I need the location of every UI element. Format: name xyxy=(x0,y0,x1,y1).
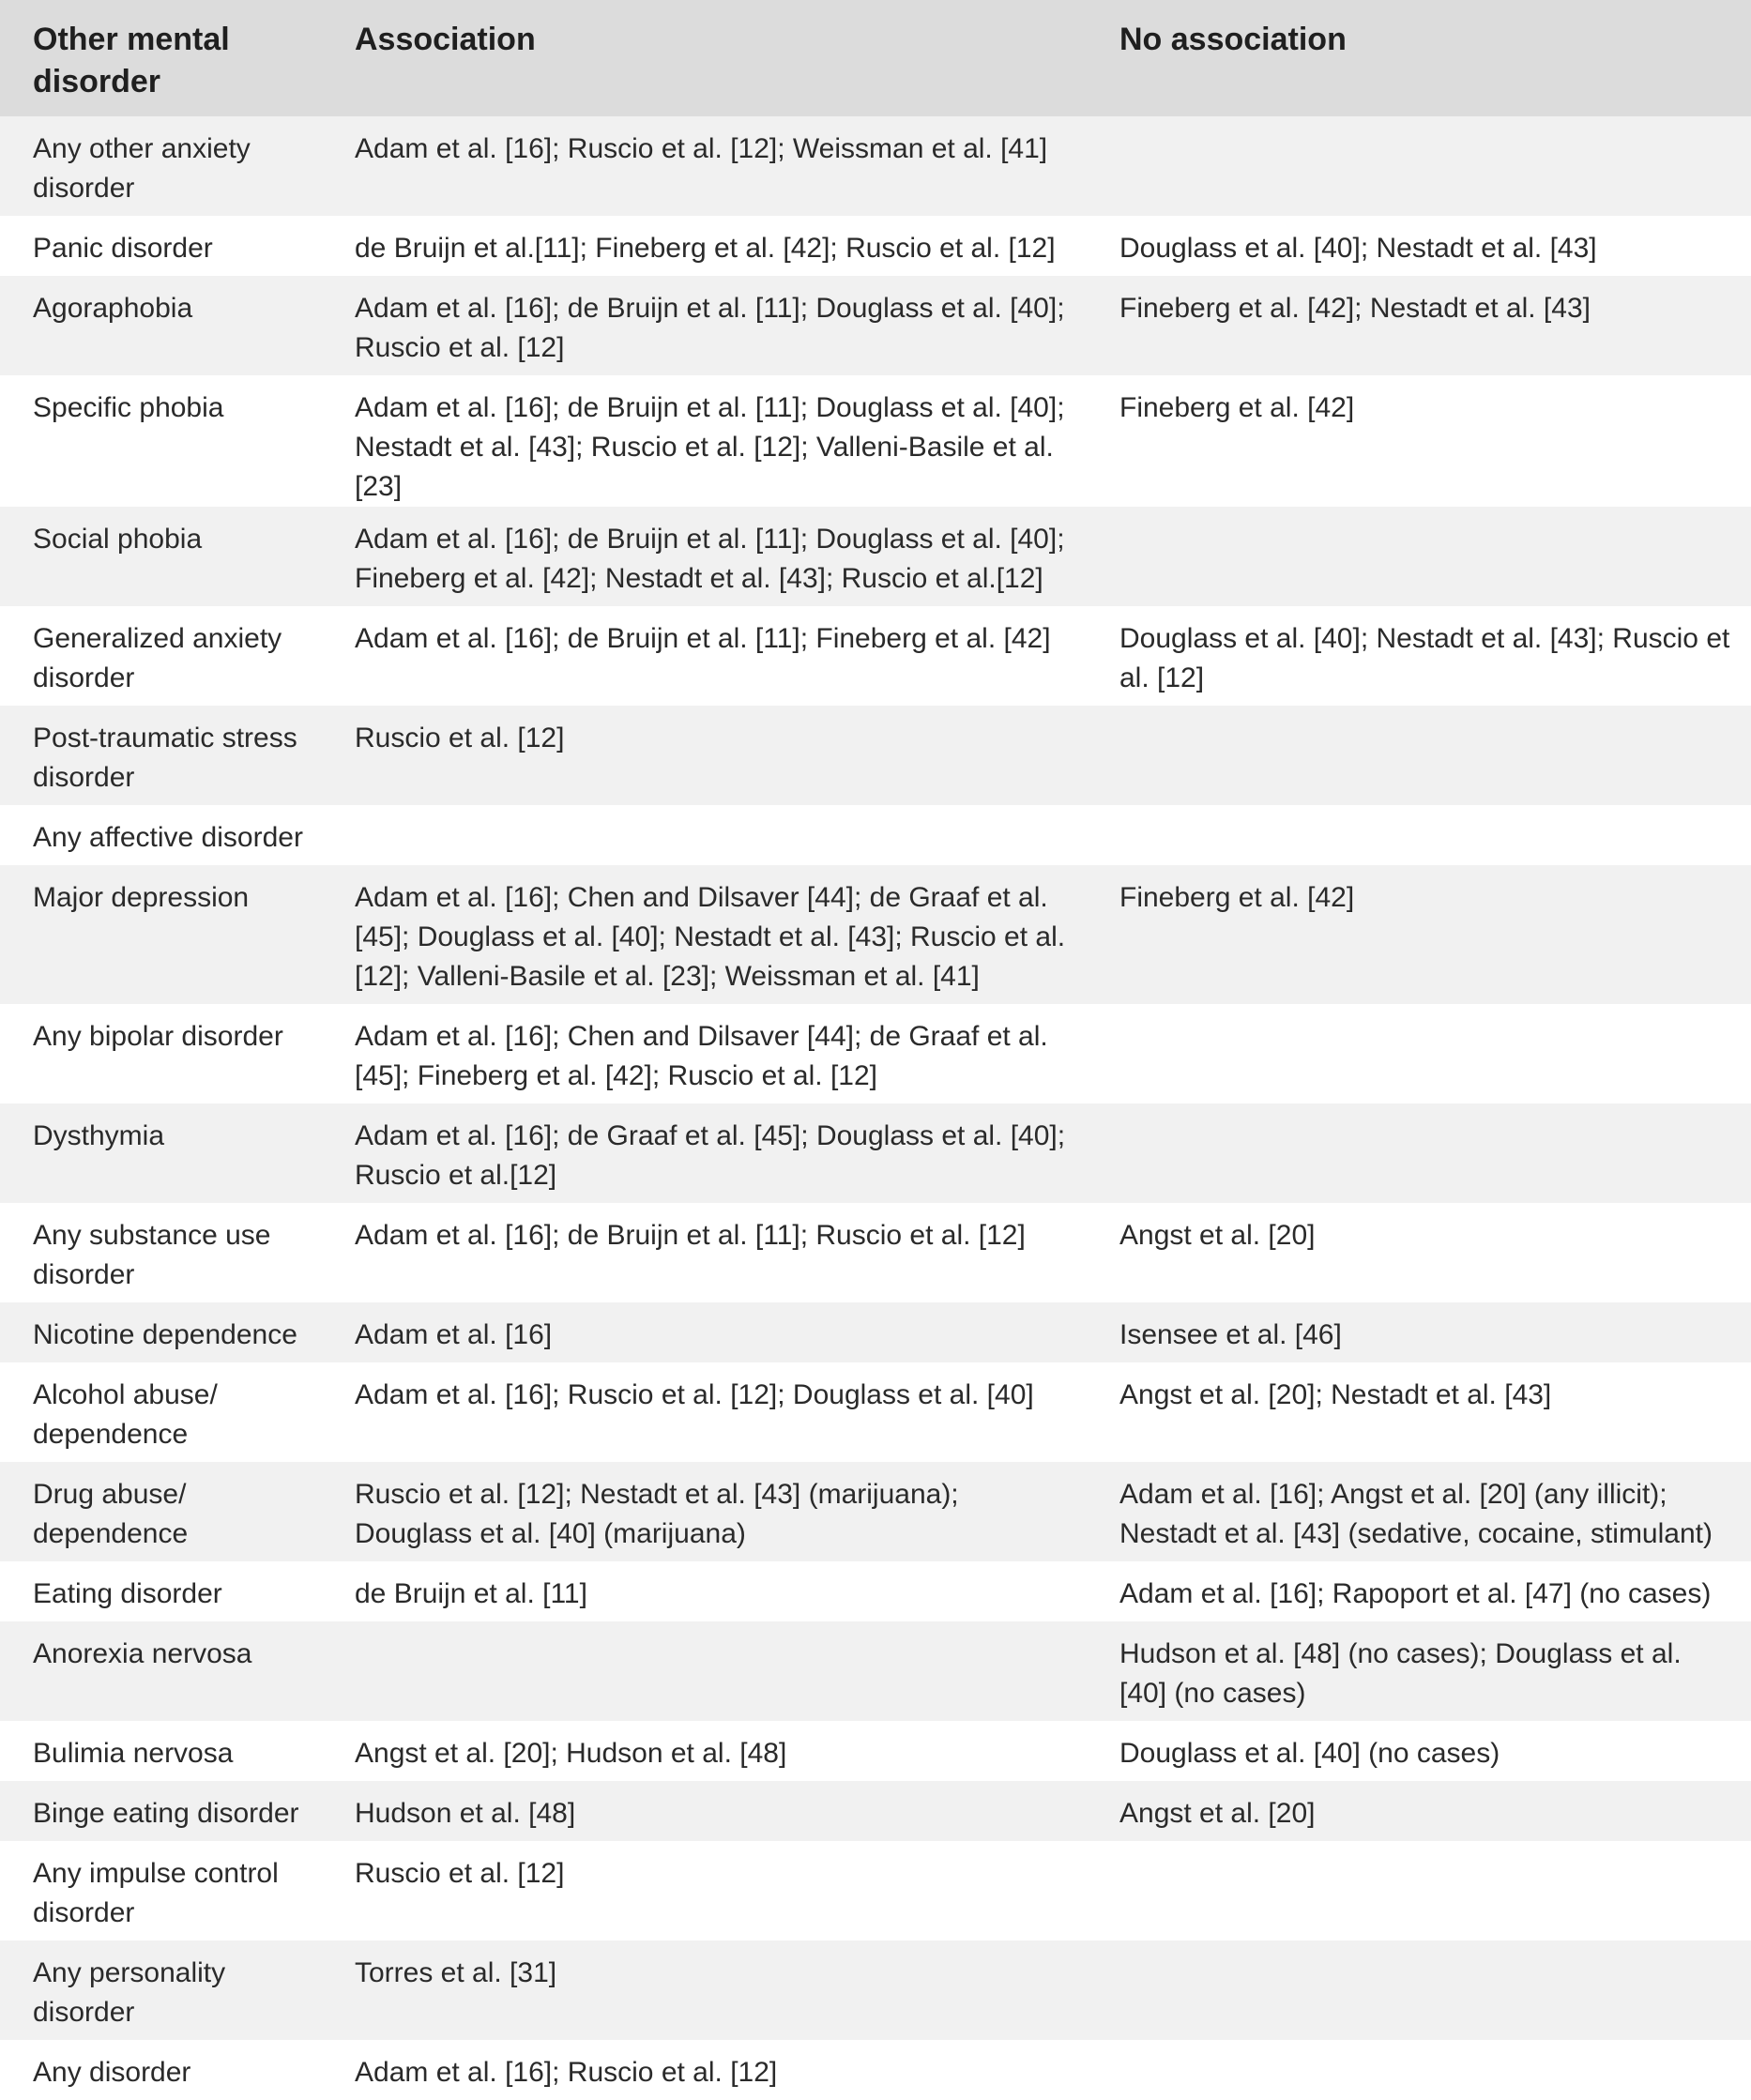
disorder-cell: Dysthymia xyxy=(0,1103,322,1203)
disorder-cell: Any impulse control disorder xyxy=(0,1841,322,1940)
association-cell: Adam et al. [16]; Ruscio et al. [12] xyxy=(322,2040,1087,2100)
association-cell: Adam et al. [16]; Ruscio et al. [12]; Douglass et al. [40] xyxy=(322,1362,1087,1462)
no-association-cell: Angst et al. [20] xyxy=(1087,1203,1751,1302)
table-row xyxy=(0,706,1751,805)
disorder-cell: Binge eating disorder xyxy=(0,1781,322,1841)
no-association-cell: Fineberg et al. [42] xyxy=(1087,375,1751,507)
disorder-cell: Generalized anxiety disorder xyxy=(0,606,322,706)
disorder-cell: Any other anxiety disorder xyxy=(0,116,322,216)
association-cell: Torres et al. [31] xyxy=(322,1940,1087,2040)
disorder-cell: Nicotine dependence xyxy=(0,1302,322,1362)
no-association-cell xyxy=(1087,116,1751,216)
no-association-cell: Angst et al. [20] xyxy=(1087,1781,1751,1841)
table-row xyxy=(0,1103,1751,1203)
disorder-cell: Social phobia xyxy=(0,507,322,606)
no-association-cell: Angst et al. [20]; Nestadt et al. [43] xyxy=(1087,1362,1751,1462)
disorder-cell: Anorexia nervosa xyxy=(0,1621,322,1721)
table-row xyxy=(0,1561,1751,1621)
association-cell: Adam et al. [16]; Ruscio et al. [12]; Weissman et al. [41] xyxy=(322,116,1087,216)
no-association-cell xyxy=(1087,507,1751,606)
association-cell: Adam et al. [16]; de Bruijn et al. [11]; Ruscio et al. [12] xyxy=(322,1203,1087,1302)
no-association-cell: Douglass et al. [40]; Nestadt et al. [43]; Ruscio et al. [12] xyxy=(1087,606,1751,706)
no-association-cell: Douglass et al. [40] (no cases) xyxy=(1087,1721,1751,1781)
association-cell: Adam et al. [16]; de Bruijn et al. [11]; Douglass et al. [40]; Fineberg et al. [42]; Nestadt et al. [43]; Ruscio et al.[12] xyxy=(322,507,1087,606)
association-cell: Angst et al. [20]; Hudson et al. [48] xyxy=(322,1721,1087,1781)
table-row xyxy=(0,606,1751,706)
association-cell: Ruscio et al. [12]; Nestadt et al. [43] (marijuana); Douglass et al. [40] (marijuana) xyxy=(322,1462,1087,1561)
table-row xyxy=(0,116,1751,216)
disorder-cell: Eating disorder xyxy=(0,1561,322,1621)
disorder-cell: Any bipolar disorder xyxy=(0,1004,322,1103)
association-cell xyxy=(322,805,1087,865)
table-row xyxy=(0,2040,1751,2100)
disorder-cell: Agoraphobia xyxy=(0,276,322,375)
header-other-mental-disorder: Other mental disorder xyxy=(0,0,322,116)
table-row xyxy=(0,1362,1751,1462)
association-cell: Adam et al. [16] xyxy=(322,1302,1087,1362)
table-row xyxy=(0,1940,1751,2040)
table-row xyxy=(0,375,1751,507)
disorder-cell: Any personality disorder xyxy=(0,1940,322,2040)
no-association-cell xyxy=(1087,2040,1751,2100)
disorder-cell: Bulimia nervosa xyxy=(0,1721,322,1781)
disorder-cell: Alcohol abuse/ dependence xyxy=(0,1362,322,1462)
no-association-cell: Adam et al. [16]; Rapoport et al. [47] (no cases) xyxy=(1087,1561,1751,1621)
association-cell: de Bruijn et al.[11]; Fineberg et al. [42]; Ruscio et al. [12] xyxy=(322,216,1087,276)
no-association-cell: Hudson et al. [48] (no cases); Douglass et al. [40] (no cases) xyxy=(1087,1621,1751,1721)
association-cell: Adam et al. [16]; Chen and Dilsaver [44]; de Graaf et al. [45]; Fineberg et al. [42]; Ruscio et al. [12] xyxy=(322,1004,1087,1103)
disorder-cell: Any substance use disorder xyxy=(0,1203,322,1302)
disorder-cell: Any disorder xyxy=(0,2040,322,2100)
disorder-cell: Drug abuse/ dependence xyxy=(0,1462,322,1561)
association-cell: de Bruijn et al. [11] xyxy=(322,1561,1087,1621)
no-association-cell: Fineberg et al. [42] xyxy=(1087,865,1751,1004)
association-cell: Adam et al. [16]; de Bruijn et al. [11]; Douglass et al. [40]; Ruscio et al. [12] xyxy=(322,276,1087,375)
table-row xyxy=(0,1841,1751,1940)
table-row xyxy=(0,1621,1751,1721)
table-row xyxy=(0,1203,1751,1302)
table-row xyxy=(0,1721,1751,1781)
association-cell: Ruscio et al. [12] xyxy=(322,706,1087,805)
disorder-cell: Any affective disorder xyxy=(0,805,322,865)
association-cell: Adam et al. [16]; Chen and Dilsaver [44]; de Graaf et al. [45]; Douglass et al. [40]; Nestadt et al. [43]; Ruscio et al. [12]; Valleni-Basile et al. [23]; Weissman et al. [41] xyxy=(322,865,1087,1004)
no-association-cell xyxy=(1087,1103,1751,1203)
association-cell: Adam et al. [16]; de Bruijn et al. [11]; Fineberg et al. [42] xyxy=(322,606,1087,706)
no-association-cell xyxy=(1087,706,1751,805)
association-cell: Ruscio et al. [12] xyxy=(322,1841,1087,1940)
table-header-row xyxy=(0,0,1751,116)
association-cell: Adam et al. [16]; de Bruijn et al. [11]; Douglass et al. [40]; Nestadt et al. [43]; Ruscio et al. [12]; Valleni-Basile et al. [23] xyxy=(322,375,1087,507)
table-row xyxy=(0,805,1751,865)
no-association-cell xyxy=(1087,1940,1751,2040)
table-row xyxy=(0,865,1751,1004)
header-no-association: No association xyxy=(1087,0,1751,116)
no-association-cell: Adam et al. [16]; Angst et al. [20] (any illicit); Nestadt et al. [43] (sedative, cocaine, stimulant) xyxy=(1087,1462,1751,1561)
table-row xyxy=(0,1302,1751,1362)
no-association-cell xyxy=(1087,1841,1751,1940)
table-row xyxy=(0,1462,1751,1561)
disorder-cell: Post-traumatic stress disorder xyxy=(0,706,322,805)
association-cell xyxy=(322,1621,1087,1721)
disorder-cell: Panic disorder xyxy=(0,216,322,276)
table-row xyxy=(0,1004,1751,1103)
no-association-cell xyxy=(1087,1004,1751,1103)
no-association-cell: Fineberg et al. [42]; Nestadt et al. [43] xyxy=(1087,276,1751,375)
disorder-cell: Specific phobia xyxy=(0,375,322,507)
table-row xyxy=(0,216,1751,276)
header-association: Association xyxy=(322,0,1087,116)
table-row xyxy=(0,276,1751,375)
table-row xyxy=(0,507,1751,606)
association-cell: Hudson et al. [48] xyxy=(322,1781,1087,1841)
disorder-cell: Major depression xyxy=(0,865,322,1004)
no-association-cell xyxy=(1087,805,1751,865)
table-row xyxy=(0,1781,1751,1841)
association-cell: Adam et al. [16]; de Graaf et al. [45]; Douglass et al. [40]; Ruscio et al.[12] xyxy=(322,1103,1087,1203)
no-association-cell: Douglass et al. [40]; Nestadt et al. [43] xyxy=(1087,216,1751,276)
no-association-cell: Isensee et al. [46] xyxy=(1087,1302,1751,1362)
